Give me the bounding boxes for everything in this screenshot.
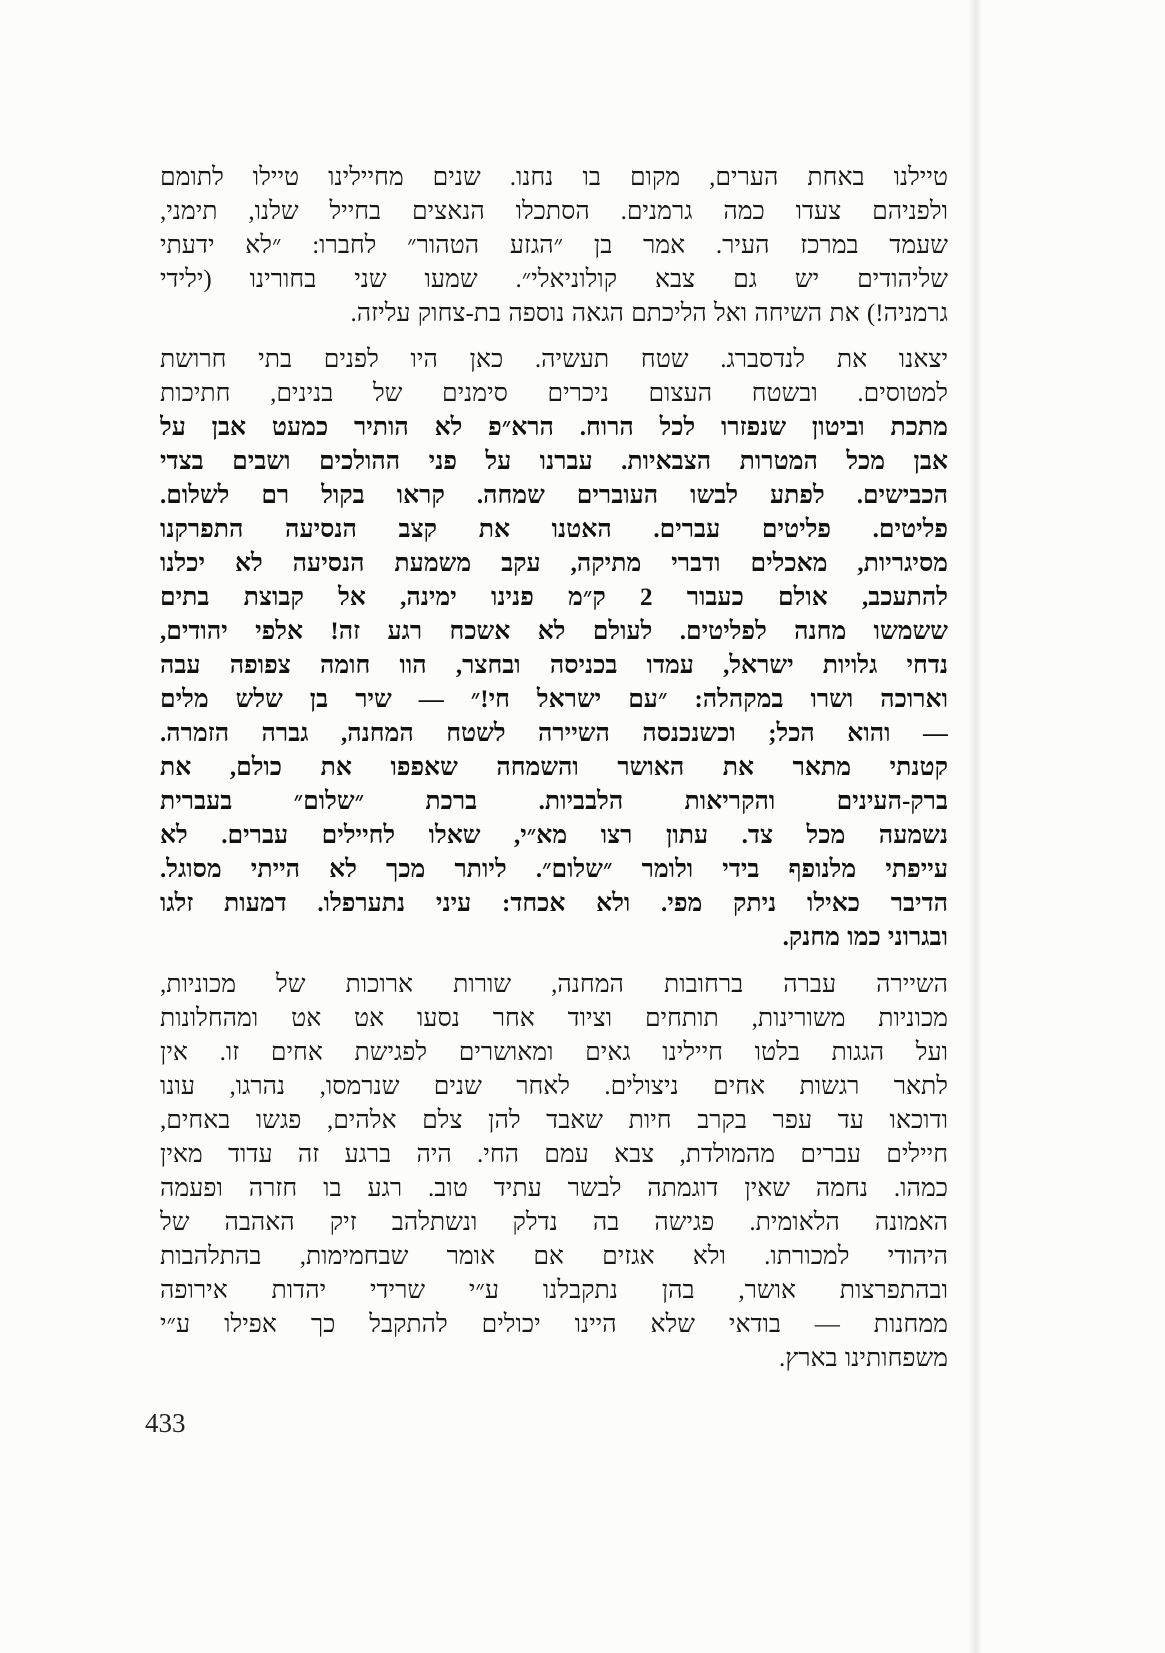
- text-line: כמהו. נחמה שאין דוגמתה לבשר עתיד טוב. רגע בו חזרה ופעמה: [160, 1175, 948, 1202]
- page-number: 433: [145, 1408, 186, 1438]
- text-line: הדיבר כאילו ניתק מפי. ולא אכחד: עיני נתערפלו. דמעות זלגו: [160, 890, 948, 917]
- paragraph: [160, 161, 948, 331]
- text-line: שעמד במרכז העיר. אמר בן ״הגזע הטהור״ לחברו: ״לא ידעתי: [160, 232, 948, 259]
- text-line: פליטים. פליטים עברים. האטנו את קצב הנסיעה התפרקנו: [160, 516, 948, 543]
- text-line: חיילים עברים מהמולדת, צבא עמם החי. היה ברגע זה עדוד מאין: [160, 1141, 948, 1168]
- text-line: הכבישים. לפתע לבשו העוברים שמחה. קראו בקול רם לשלום.: [160, 482, 948, 509]
- text-line: עייפתי מלנופף בידי ולומר ״שלום״. ליותר מכך לא הייתי מסוגל.: [160, 856, 948, 883]
- text-line: גרמניה!) את השיחה ואל הליכתם הגאה נוספה בת-צחוק עליזה.: [350, 300, 948, 327]
- text-line: האמונה הלאומית. פגישה בה נדלק ונשתלהב זיק האהבה של: [160, 1209, 948, 1236]
- text-line: ששמשו מחנה לפליטים. לעולם לא אשכח רגע זה! אלפי יהודים,: [160, 618, 948, 645]
- text-line: מסיגריות, מאכלים ודברי מתיקה, עקב משמעת הנסיעה לא יכלנו: [160, 550, 948, 577]
- paragraph: [160, 343, 948, 955]
- text-line: היהודי למכורתו. ולא אגזים אם אומר שבחמימות, בהתלהבות: [160, 1243, 948, 1270]
- text-line: משפחותינו בארץ.: [779, 1345, 948, 1372]
- text-line: ועל הגגות בלטו חיילינו גאים ומאושרים לפגישת אחים זו. אין: [160, 1039, 948, 1066]
- text-line: למטוסים. ובשטח העצום ניכרים סימנים של בנינים, חתיכות: [160, 380, 948, 407]
- text-line: להתעכב, אולם כעבור 2 ק״מ פנינו ימינה, אל קבוצת בתים: [160, 584, 948, 611]
- text-line: ולפניהם צעדו כמה גרמנים. הסתכלו הנאצים בחייל שלנו, תימני,: [160, 198, 948, 225]
- text-line: מתכת וביטון שנפזרו לכל הרוח. הרא״פ לא הותיר כמעט אבן על: [160, 414, 948, 441]
- text-line: ובגרוני כמו מחנק.: [782, 924, 948, 951]
- scan-gutter-shadow: [968, 0, 982, 1653]
- text-line: ודוכאו עד עפר בקרב חיות שאבד להן צלם אלהים, פגשו באחים,: [160, 1107, 948, 1134]
- text-line: — והוא הכל; וכשנכנסה השיירה לשטח המחנה, גברה הזמרה.: [160, 720, 948, 747]
- text-line: לתאר רגשות אחים ניצולים. לאחר שנים שנרמסו, נהרגו, עונו: [160, 1073, 948, 1100]
- text-line: ממחנות — בודאי שלא היינו יכולים להתקבל כך אפילו ע״י: [160, 1311, 948, 1338]
- text-line: השיירה עברה ברחובות המחנה, שורות ארוכות של מכוניות,: [160, 971, 948, 998]
- text-line: ברק-העינים והקריאות הלבביות. ברכת ״שלום״ בעברית: [160, 788, 948, 815]
- text-line: טיילנו באחת הערים, מקום בו נחנו. שנים מחיילינו טיילו לתומם: [160, 164, 948, 191]
- paragraph: [160, 968, 948, 1376]
- text-block: [160, 0, 948, 1653]
- text-line: וארוכה ושרו במקהלה: ״עם ישראל חי!״ — שיר בן שלש מלים: [160, 686, 948, 713]
- text-line: קטנתי מתאר את האושר והשמחה שאפפו את כולם, את: [160, 754, 948, 781]
- text-line: ובהתפרצות אושר, בהן נתקבלנו ע״י שרידי יהדות אירופה: [160, 1277, 948, 1304]
- text-line: שליהודים יש גם צבא קולוניאלי״. שמעו שני בחורינו (ילידי: [160, 266, 948, 293]
- text-line: מכוניות משורינות, תותחים וציוד אחר נסעו אט אט ומהחלונות: [160, 1005, 948, 1032]
- text-line: אבן מכל המטרות הצבאיות. עברנו על פני ההולכים ושבים בצדי: [160, 448, 948, 475]
- text-line: נדחי גלויות ישראל, עמדו בכניסה ובחצר, הוו חומה צפופה עבה: [160, 652, 948, 679]
- text-line: יצאנו את לנדסברג. שטח תעשיה. כאן היו לפנים בתי חרושת: [160, 346, 948, 373]
- text-line: נשמעה מכל צד. עתון רצו מא״י, שאלו לחיילים עברים. לא: [160, 822, 948, 849]
